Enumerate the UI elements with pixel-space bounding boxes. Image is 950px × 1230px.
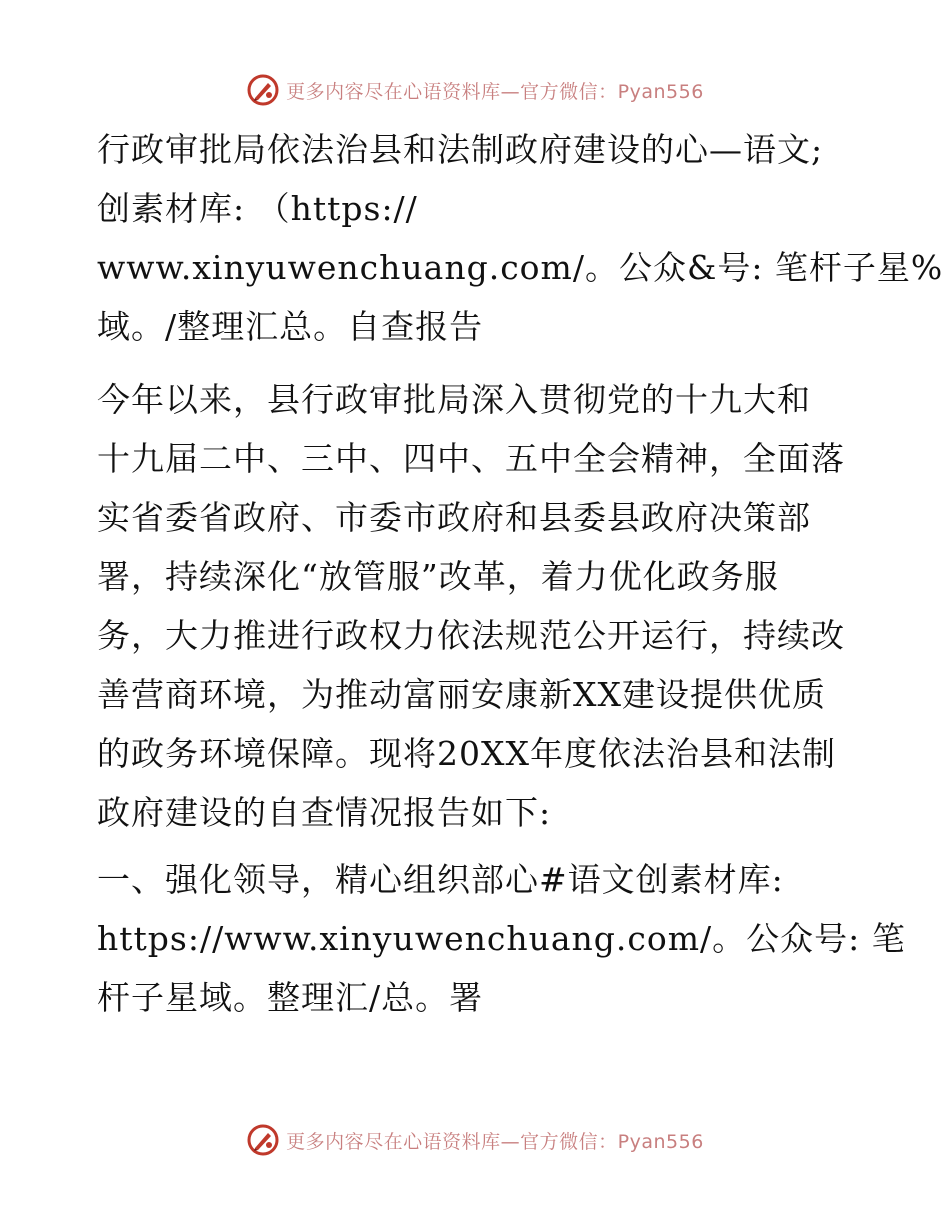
- pen-logo-icon: [246, 73, 280, 107]
- footer-banner-text: 更多内容尽在心语资料库—官方微信：Pyan556: [286, 1130, 704, 1153]
- intro-paragraph: [97, 370, 857, 842]
- title-line: 创素材库: （https://: [97, 189, 418, 228]
- document-title: [97, 120, 944, 356]
- document-body: [97, 120, 944, 1027]
- intro-line: 实省委省政府、市委市政府和县委县政府决策部: [97, 498, 811, 537]
- footer-banner: [0, 1120, 950, 1160]
- intro-line: 今年以来，县行政审批局深入贯彻党的十九大和: [97, 380, 811, 419]
- intro-line: 善营商环境，为推动富丽安康新XX建设提供优质: [97, 675, 826, 714]
- intro-line: 务，大力推进行政权力依法规范公开运行，持续改: [97, 616, 845, 655]
- intro-line: 署，持续深化“放管服”改革，着力优化政务服: [97, 557, 779, 596]
- pen-logo-icon: [246, 1123, 280, 1157]
- section-1-line: https://www.xinyuwenchuang.com/。公众号: 笔: [97, 919, 906, 958]
- section-1-paragraph: [97, 850, 906, 1027]
- title-line: 行政审批局依法治县和法制政府建设的心—语文;: [97, 130, 824, 169]
- intro-line: 十九届二中、三中、四中、五中全会精神，全面落: [97, 439, 845, 478]
- section-1-line: 杆子星域。整理汇/总。署: [97, 978, 484, 1017]
- header-banner: [0, 70, 950, 110]
- header-banner-text: 更多内容尽在心语资料库—官方微信：Pyan556: [286, 80, 704, 103]
- section-1-line: 一、强化领导，精心组织部心#语文创素材库:: [97, 860, 784, 899]
- title-line: www.xinyuwenchuang.com/。公众&号: 笔杆子星%: [97, 248, 944, 287]
- title-line: 域。/整理汇总。自查报告: [97, 307, 484, 346]
- intro-line: 政府建设的自查情况报告如下:: [97, 793, 552, 832]
- intro-line: 的政务环境保障。现将20XX年度依法治县和法制: [97, 734, 836, 773]
